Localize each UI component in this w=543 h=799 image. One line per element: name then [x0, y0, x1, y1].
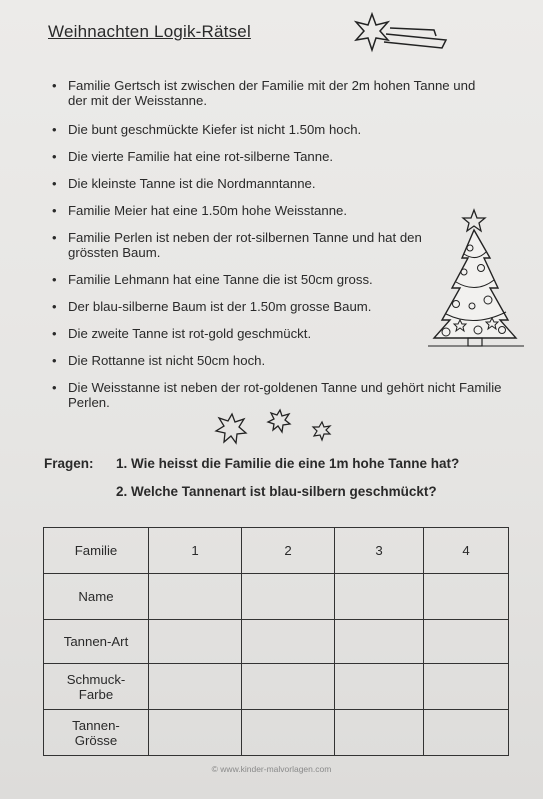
answer-cell[interactable]	[149, 574, 242, 620]
table-header-row	[44, 528, 509, 574]
table-row	[44, 710, 509, 756]
row-label	[44, 664, 149, 710]
star-icon	[216, 414, 246, 443]
row-label: Tannen-Art	[44, 620, 149, 664]
answer-cell[interactable]	[335, 620, 424, 664]
copyright-footer: © www.kinder-malvorlagen.com	[211, 764, 332, 774]
star-icon	[313, 422, 330, 440]
clue-item: • Die zweite Tanne ist rot-gold geschmückt.	[52, 326, 482, 341]
answer-cell[interactable]	[242, 620, 335, 664]
answer-cell[interactable]	[424, 574, 509, 620]
answer-cell[interactable]	[242, 710, 335, 756]
clue-item: • Die Rottanne ist nicht 50cm hoch.	[52, 353, 482, 368]
clue-item: • Die Weisstanne ist neben der rot-goldenen Tanne und gehört nicht Familie Perlen.	[52, 380, 508, 410]
page-title: Weihnachten Logik-Rätsel	[48, 22, 251, 41]
answer-cell[interactable]	[335, 710, 424, 756]
clue-item: • Familie Gertsch ist zwischen der Familie mit der 2m hohen Tanne und der mit der Weisstanne.	[52, 78, 482, 108]
clue-item: • Der blau-silberne Baum ist der 1.50m grosse Baum.	[52, 299, 482, 314]
table-row	[44, 664, 509, 710]
table-row	[44, 574, 509, 620]
clue-item: • Familie Perlen ist neben der rot-silbernen Tanne und hat den grössten Baum.	[52, 230, 468, 260]
answer-cell[interactable]	[149, 664, 242, 710]
answer-cell[interactable]	[424, 620, 509, 664]
answer-cell[interactable]	[335, 664, 424, 710]
header-cell: 4	[424, 528, 509, 574]
questions-label: Fragen:	[44, 456, 94, 471]
clue-item: • Die bunt geschmückte Kiefer ist nicht 1.50m hoch.	[52, 122, 482, 137]
clue-list	[52, 78, 502, 410]
answer-cell[interactable]	[242, 574, 335, 620]
shooting-star-icon	[350, 12, 450, 56]
question-1: 1. Wie heisst die Familie die eine 1m hohe Tanne hat?	[116, 456, 460, 471]
row-label-line: Farbe	[78, 686, 114, 702]
row-label-line: Grösse	[74, 732, 118, 748]
decorative-stars	[212, 408, 342, 454]
answer-cell[interactable]	[335, 574, 424, 620]
row-label-line: Schmuck-	[66, 671, 126, 687]
answer-cell[interactable]	[149, 620, 242, 664]
answer-cell[interactable]	[149, 710, 242, 756]
header-cell: 3	[335, 528, 424, 574]
christmas-tree-icon	[426, 208, 526, 350]
clue-item: • Familie Meier hat eine 1.50m hohe Weisstanne.	[52, 203, 482, 218]
header-cell: Familie	[44, 528, 149, 574]
question-2: 2. Welche Tannenart ist blau-silbern geschmückt?	[116, 484, 437, 499]
clue-item: • Die vierte Familie hat eine rot-silberne Tanne.	[52, 149, 482, 164]
logic-grid-table	[43, 527, 509, 756]
row-label: Name	[44, 574, 149, 620]
answer-cell[interactable]	[242, 664, 335, 710]
clue-item: • Die kleinste Tanne ist die Nordmanntanne.	[52, 176, 482, 191]
row-label-line: Tannen-	[72, 717, 120, 733]
header-cell: 1	[149, 528, 242, 574]
star-icon	[268, 410, 290, 432]
header-cell: 2	[242, 528, 335, 574]
row-label	[44, 710, 149, 756]
clue-item: • Familie Lehmann hat eine Tanne die ist 50cm gross.	[52, 272, 482, 287]
answer-cell[interactable]	[424, 710, 509, 756]
answer-cell[interactable]	[424, 664, 509, 710]
table-row	[44, 620, 509, 664]
